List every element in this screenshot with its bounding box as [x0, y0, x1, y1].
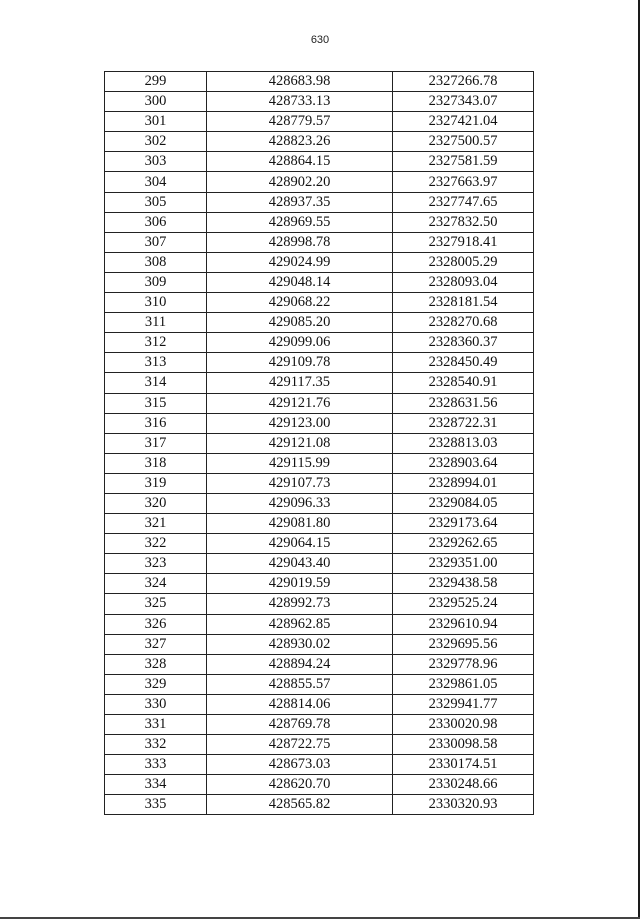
northing-cell: 2328994.01 [393, 473, 534, 493]
point-number-cell: 319 [105, 473, 207, 493]
easting-cell: 428855.57 [207, 674, 393, 694]
point-number-cell: 332 [105, 735, 207, 755]
table-row [105, 715, 534, 735]
point-number-cell: 300 [105, 92, 207, 112]
table-row [105, 232, 534, 252]
northing-cell: 2330320.93 [393, 795, 534, 815]
easting-cell: 428823.26 [207, 132, 393, 152]
table-row [105, 755, 534, 775]
table-row [105, 112, 534, 132]
page-number: 630 [310, 34, 330, 46]
table-row [105, 674, 534, 694]
easting-cell: 428969.55 [207, 212, 393, 232]
northing-cell: 2327581.59 [393, 152, 534, 172]
coordinates-table [104, 71, 534, 815]
easting-cell: 428992.73 [207, 594, 393, 614]
table-row [105, 453, 534, 473]
table-row [105, 634, 534, 654]
northing-cell: 2327832.50 [393, 212, 534, 232]
northing-cell: 2327500.57 [393, 132, 534, 152]
easting-cell: 429099.06 [207, 333, 393, 353]
easting-cell: 428722.75 [207, 735, 393, 755]
table-row [105, 313, 534, 333]
northing-cell: 2330248.66 [393, 775, 534, 795]
point-number-cell: 321 [105, 514, 207, 534]
point-number-cell: 299 [105, 72, 207, 92]
easting-cell: 429115.99 [207, 453, 393, 473]
northing-cell: 2328270.68 [393, 313, 534, 333]
northing-cell: 2328540.91 [393, 373, 534, 393]
table-row [105, 594, 534, 614]
easting-cell: 428779.57 [207, 112, 393, 132]
northing-cell: 2328360.37 [393, 333, 534, 353]
point-number-cell: 307 [105, 232, 207, 252]
easting-cell: 428565.82 [207, 795, 393, 815]
table-row [105, 654, 534, 674]
point-number-cell: 314 [105, 373, 207, 393]
easting-cell: 428683.98 [207, 72, 393, 92]
easting-cell: 429123.00 [207, 413, 393, 433]
point-number-cell: 308 [105, 252, 207, 272]
northing-cell: 2329084.05 [393, 493, 534, 513]
table-row [105, 735, 534, 755]
table-row [105, 775, 534, 795]
point-number-cell: 317 [105, 433, 207, 453]
northing-cell: 2329525.24 [393, 594, 534, 614]
table-row [105, 493, 534, 513]
easting-cell: 428673.03 [207, 755, 393, 775]
point-number-cell: 326 [105, 614, 207, 634]
point-number-cell: 315 [105, 393, 207, 413]
point-number-cell: 325 [105, 594, 207, 614]
northing-cell: 2329262.65 [393, 534, 534, 554]
point-number-cell: 333 [105, 755, 207, 775]
point-number-cell: 311 [105, 313, 207, 333]
table-row [105, 795, 534, 815]
easting-cell: 429096.33 [207, 493, 393, 513]
easting-cell: 429109.78 [207, 353, 393, 373]
point-number-cell: 302 [105, 132, 207, 152]
northing-cell: 2327918.41 [393, 232, 534, 252]
table-row [105, 694, 534, 714]
table-row [105, 252, 534, 272]
point-number-cell: 306 [105, 212, 207, 232]
easting-cell: 428962.85 [207, 614, 393, 634]
point-number-cell: 324 [105, 574, 207, 594]
coordinates-table-body [105, 72, 534, 815]
easting-cell: 428937.35 [207, 192, 393, 212]
table-row [105, 554, 534, 574]
table-row [105, 333, 534, 353]
point-number-cell: 309 [105, 272, 207, 292]
point-number-cell: 312 [105, 333, 207, 353]
easting-cell: 428894.24 [207, 654, 393, 674]
table-row [105, 92, 534, 112]
point-number-cell: 330 [105, 694, 207, 714]
table-row [105, 172, 534, 192]
easting-cell: 429081.80 [207, 514, 393, 534]
easting-cell: 429024.99 [207, 252, 393, 272]
table-row [105, 293, 534, 313]
northing-cell: 2329695.56 [393, 634, 534, 654]
easting-cell: 428769.78 [207, 715, 393, 735]
point-number-cell: 318 [105, 453, 207, 473]
point-number-cell: 301 [105, 112, 207, 132]
easting-cell: 429121.76 [207, 393, 393, 413]
easting-cell: 428814.06 [207, 694, 393, 714]
point-number-cell: 313 [105, 353, 207, 373]
table-row [105, 514, 534, 534]
easting-cell: 429121.08 [207, 433, 393, 453]
table-row [105, 433, 534, 453]
northing-cell: 2327421.04 [393, 112, 534, 132]
table-row [105, 152, 534, 172]
northing-cell: 2328005.29 [393, 252, 534, 272]
northing-cell: 2327266.78 [393, 72, 534, 92]
northing-cell: 2328450.49 [393, 353, 534, 373]
table-row [105, 373, 534, 393]
northing-cell: 2329438.58 [393, 574, 534, 594]
point-number-cell: 328 [105, 654, 207, 674]
table-row [105, 473, 534, 493]
point-number-cell: 327 [105, 634, 207, 654]
easting-cell: 428902.20 [207, 172, 393, 192]
northing-cell: 2328903.64 [393, 453, 534, 473]
point-number-cell: 335 [105, 795, 207, 815]
point-number-cell: 320 [105, 493, 207, 513]
point-number-cell: 304 [105, 172, 207, 192]
easting-cell: 429064.15 [207, 534, 393, 554]
northing-cell: 2329861.05 [393, 674, 534, 694]
table-row [105, 272, 534, 292]
easting-cell: 429019.59 [207, 574, 393, 594]
easting-cell: 429085.20 [207, 313, 393, 333]
northing-cell: 2329610.94 [393, 614, 534, 634]
point-number-cell: 322 [105, 534, 207, 554]
table-row [105, 192, 534, 212]
table-row [105, 534, 534, 554]
easting-cell: 429117.35 [207, 373, 393, 393]
point-number-cell: 316 [105, 413, 207, 433]
table-row [105, 574, 534, 594]
northing-cell: 2329778.96 [393, 654, 534, 674]
table-row [105, 212, 534, 232]
point-number-cell: 310 [105, 293, 207, 313]
point-number-cell: 303 [105, 152, 207, 172]
point-number-cell: 305 [105, 192, 207, 212]
northing-cell: 2328722.31 [393, 413, 534, 433]
table-row [105, 353, 534, 373]
northing-cell: 2327747.65 [393, 192, 534, 212]
northing-cell: 2327343.07 [393, 92, 534, 112]
easting-cell: 428864.15 [207, 152, 393, 172]
easting-cell: 429068.22 [207, 293, 393, 313]
table-row [105, 132, 534, 152]
point-number-cell: 334 [105, 775, 207, 795]
northing-cell: 2328631.56 [393, 393, 534, 413]
easting-cell: 428620.70 [207, 775, 393, 795]
northing-cell: 2329941.77 [393, 694, 534, 714]
northing-cell: 2329173.64 [393, 514, 534, 534]
northing-cell: 2327663.97 [393, 172, 534, 192]
point-number-cell: 331 [105, 715, 207, 735]
northing-cell: 2330020.98 [393, 715, 534, 735]
northing-cell: 2328093.04 [393, 272, 534, 292]
easting-cell: 428998.78 [207, 232, 393, 252]
table-row [105, 413, 534, 433]
northing-cell: 2329351.00 [393, 554, 534, 574]
point-number-cell: 323 [105, 554, 207, 574]
point-number-cell: 329 [105, 674, 207, 694]
easting-cell: 429043.40 [207, 554, 393, 574]
northing-cell: 2330098.58 [393, 735, 534, 755]
northing-cell: 2328813.03 [393, 433, 534, 453]
northing-cell: 2330174.51 [393, 755, 534, 775]
easting-cell: 429107.73 [207, 473, 393, 493]
table-row [105, 72, 534, 92]
easting-cell: 428733.13 [207, 92, 393, 112]
table-row [105, 614, 534, 634]
table-row [105, 393, 534, 413]
northing-cell: 2328181.54 [393, 293, 534, 313]
easting-cell: 428930.02 [207, 634, 393, 654]
easting-cell: 429048.14 [207, 272, 393, 292]
